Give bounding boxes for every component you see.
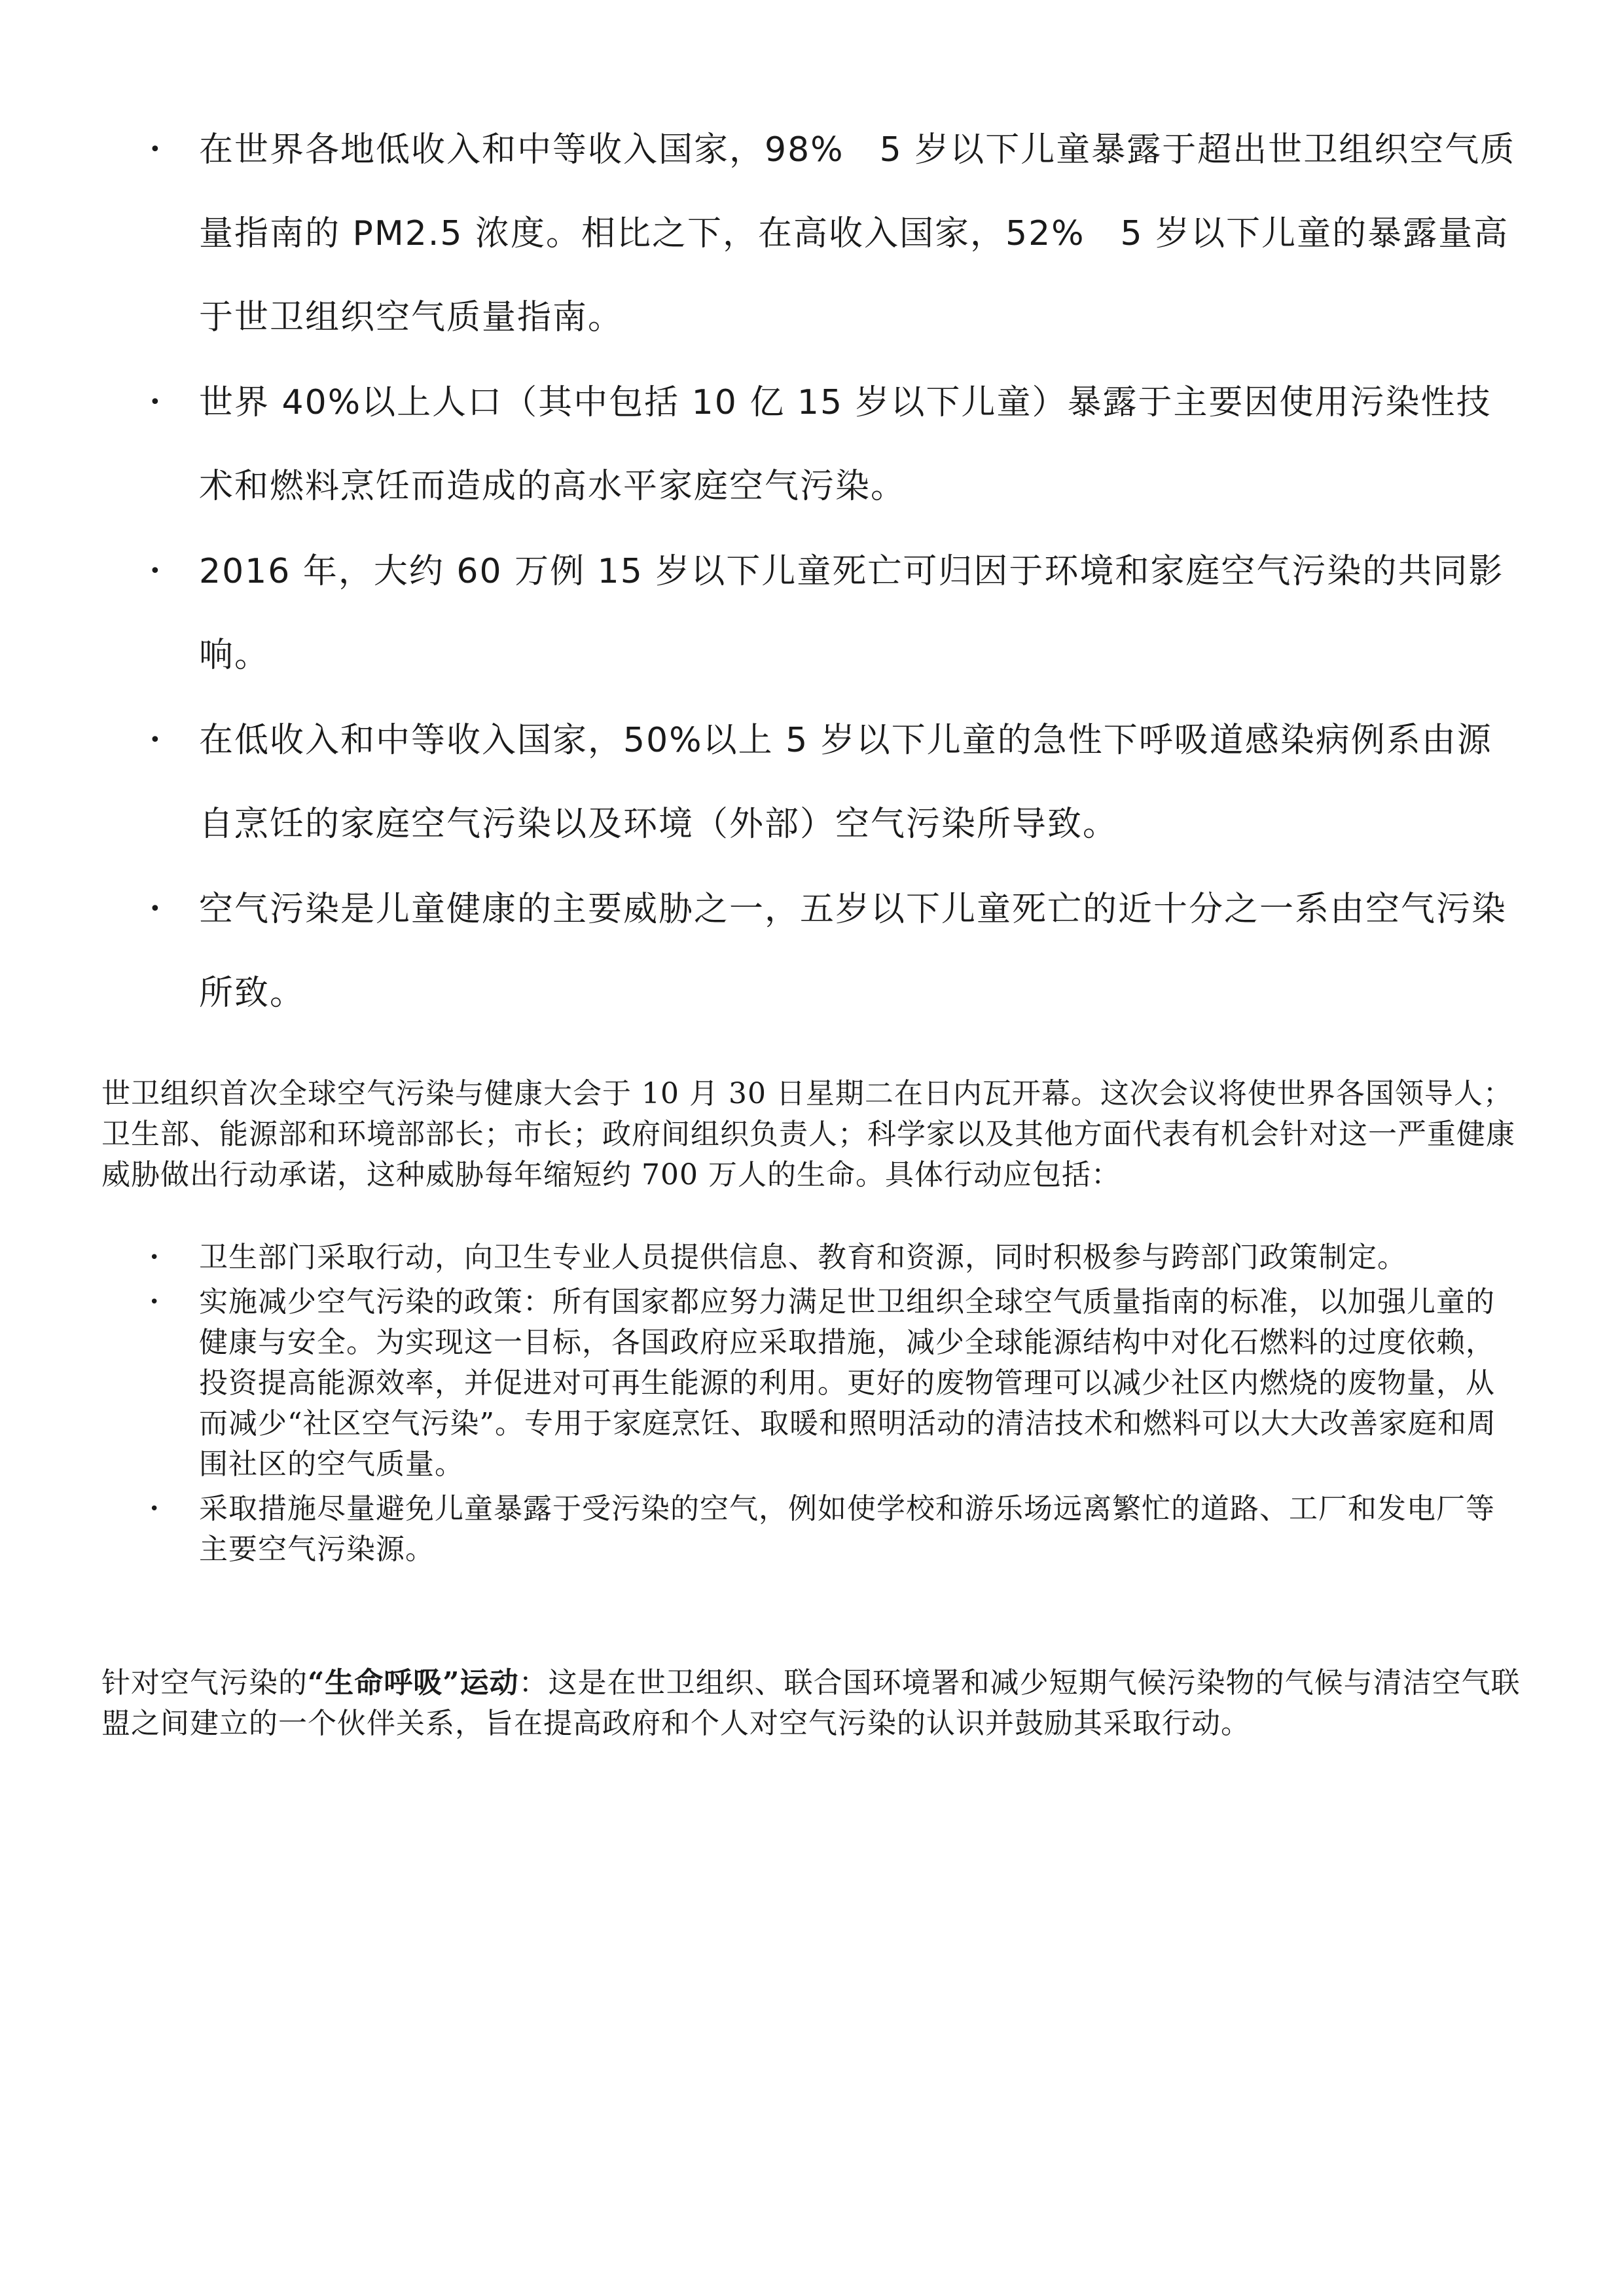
actions-list <box>143 1237 1524 1570</box>
bullet-icon: • <box>149 560 162 583</box>
bullet-icon: • <box>149 1292 160 1312</box>
bullet-icon: • <box>149 1248 160 1267</box>
bullet-icon: • <box>149 138 162 161</box>
key-fact-text: 在世界各地低收入和中等收入国家，98% 5 岁以下儿童暴露于超出世卫组织空气质量指南的 PM2.5 浓度。相比之下，在高收入国家，52% 5 岁以下儿童的暴露量高于世卫组织空气质量指南。 <box>199 130 1516 337</box>
action-text: 采取措施尽量避免儿童暴露于受污染的空气，例如使学校和游乐场远离繁忙的道路、工厂和发电厂等主要空气污染源。 <box>199 1492 1495 1566</box>
campaign-name: “生命呼吸”运动 <box>308 1666 519 1700</box>
campaign-description: ：这是在世卫组织、联合国环境署和减少短期气候污染物的气候与清洁空气联盟之间建立的一个伙伴关系，旨在提高政府和个人对空气污染的认识并鼓励其采取行动。 <box>101 1666 1521 1740</box>
list-item <box>143 699 1524 866</box>
bullet-icon: • <box>149 391 162 414</box>
key-facts-list <box>143 108 1524 1035</box>
key-fact-text: 2016 年，大约 60 万例 15 岁以下儿童死亡可归因于环境和家庭空气污染的共同影响。 <box>199 552 1504 675</box>
list-item <box>143 1237 1524 1278</box>
bullet-icon: • <box>149 1499 160 1519</box>
conference-paragraph: 世卫组织首次全球空气污染与健康大会于 10 月 30 日星期二在日内瓦开幕。这次会议将使世界各国领导人；卫生部、能源部和环境部部长；市长；政府间组织负责人；科学家以及其他方面代表有机会针对这一严重健康威胁做出行动承诺，这种威胁每年缩短约 700 万人的生命。具体行动应包括： <box>101 1077 1515 1192</box>
action-text: 卫生部门采取行动，向卫生专业人员提供信息、教育和资源，同时积极参与跨部门政策制定。 <box>199 1241 1407 1274</box>
list-item <box>143 1489 1524 1570</box>
list-item <box>143 361 1524 528</box>
list-item <box>143 530 1524 697</box>
campaign-paragraph <box>101 1663 1532 1744</box>
bullet-icon: • <box>149 729 162 752</box>
key-fact-text: 在低收入和中等收入国家，50%以上 5 岁以下儿童的急性下呼吸道感染病例系由源自烹饪的家庭空气污染以及环境（外部）空气污染所导致。 <box>199 721 1492 844</box>
bullet-icon: • <box>149 898 162 920</box>
key-fact-text: 世界 40%以上人口（其中包括 10 亿 15 岁以下儿童）暴露于主要因使用污染性技术和燃料烹饪而造成的高水平家庭空气污染。 <box>199 383 1492 506</box>
list-item <box>143 1282 1524 1485</box>
action-text: 实施减少空气污染的政策：所有国家都应努力满足世卫组织全球空气质量指南的标准，以加强儿童的健康与安全。为实现这一目标，各国政府应采取措施，减少全球能源结构中对化石燃料的过度依赖，投资提高能源效率，并促进对可再生能源的利用。更好的废物管理可以减少社区内燃烧的废物量，从而减少“社区空气污染”。专用于家庭烹饪、取暖和照明活动的清洁技术和燃料可以大大改善家庭和周围社区的空气质量。 <box>199 1285 1496 1481</box>
key-fact-text: 空气污染是儿童健康的主要威胁之一，五岁以下儿童死亡的近十分之一系由空气污染所致。 <box>199 890 1507 1013</box>
campaign-prefix: 针对空气污染的 <box>101 1666 308 1700</box>
list-item <box>143 867 1524 1035</box>
list-item <box>143 108 1524 359</box>
